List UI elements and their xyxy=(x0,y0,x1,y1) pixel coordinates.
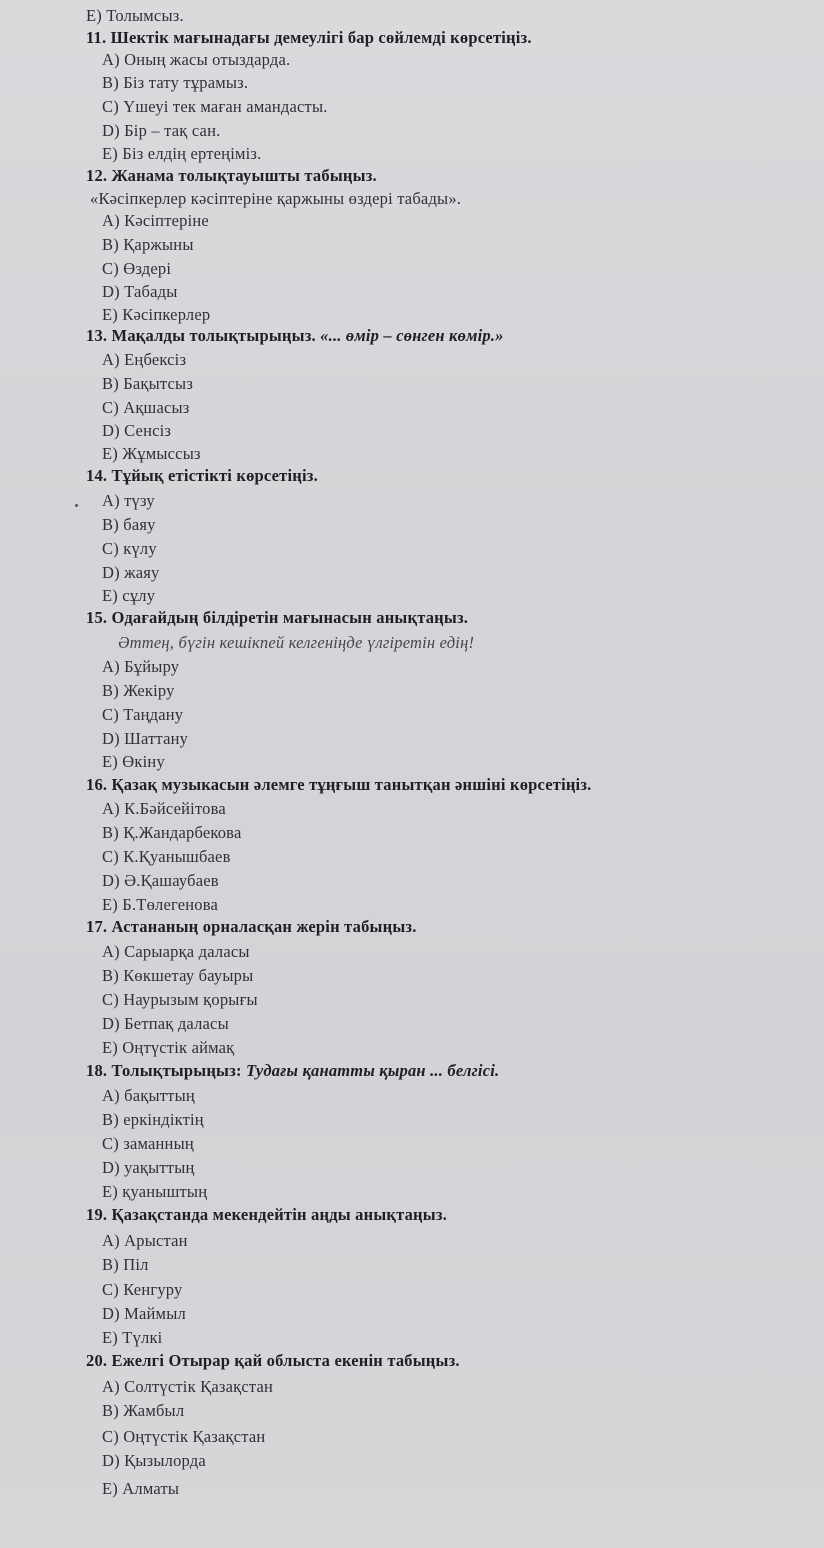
answer-option xyxy=(102,539,157,559)
line-text: D) Табады xyxy=(102,282,178,301)
answer-option xyxy=(102,1110,204,1130)
line-text: B) Бақытсыз xyxy=(102,374,194,393)
line-text: C) күлу xyxy=(102,539,157,558)
answer-option xyxy=(102,144,261,164)
answer-option xyxy=(102,97,328,117)
answer-option xyxy=(102,515,156,535)
answer-option xyxy=(102,1401,184,1421)
answer-option xyxy=(102,350,186,370)
question-example-sentence xyxy=(118,633,474,653)
line-text: B) Жамбыл xyxy=(102,1401,185,1420)
line-text: B) Біз тату тұрамыз. xyxy=(102,73,249,92)
question-quote xyxy=(90,189,461,209)
line-text: B) баяу xyxy=(102,515,156,534)
line-text: C) К.Қуанышбаев xyxy=(102,847,231,866)
line-text: A) Кәсіптеріне xyxy=(102,211,209,230)
line-text: B) Піл xyxy=(102,1255,149,1274)
line-text: B) Көкшетау бауыры xyxy=(102,966,254,985)
line-text: B) Қ.Жандарбекова xyxy=(102,823,242,842)
line-text: C) Үшеуі тек маған амандасты. xyxy=(102,97,328,116)
line-text: E) Жұмыссыз xyxy=(102,444,201,463)
line-text: 11. Шектік мағынадағы демеулігі бар сөйлемді көрсетіңіз. xyxy=(86,28,532,47)
line-text: C) Наурызым қорығы xyxy=(102,990,258,1009)
answer-option xyxy=(102,1086,195,1106)
line-text: D) Сенсіз xyxy=(102,421,172,440)
answer-option xyxy=(102,586,155,606)
line-text: 15. Одағайдың білдіретін мағынасын анықтаңыз. xyxy=(86,608,469,627)
line-text: D) Бір – тақ сан. xyxy=(102,121,221,140)
answer-option xyxy=(102,1377,273,1397)
line-text: D) Ә.Қашаубаев xyxy=(102,871,219,890)
answer-option xyxy=(102,1038,234,1058)
answer-option xyxy=(102,871,219,891)
answer-option xyxy=(102,398,190,418)
answer-option xyxy=(102,657,179,677)
answer-option xyxy=(102,823,241,843)
line-italic-tail: «... өмір – сөнген көмір.» xyxy=(315,326,504,345)
answer-option xyxy=(102,729,188,749)
line-text: A) бақыттың xyxy=(102,1086,195,1105)
answer-option xyxy=(102,1479,179,1499)
answer-option xyxy=(102,235,194,255)
answer-option xyxy=(102,421,171,441)
answer-option xyxy=(102,1328,162,1348)
line-text: 16. Қазақ музыкасын әлемге тұңғыш танытқан әншіні көрсетіңіз. xyxy=(86,775,592,794)
line-text: D) уақыттың xyxy=(102,1158,195,1177)
stray-mark xyxy=(75,504,78,507)
question-heading xyxy=(86,1351,460,1371)
line-text: A) Солтүстік Қазақстан xyxy=(102,1377,274,1396)
question-heading xyxy=(86,466,318,486)
answer-option xyxy=(102,50,290,70)
line-text: A) Еңбексіз xyxy=(102,350,187,369)
answer-option xyxy=(102,563,160,583)
answer-option xyxy=(102,847,231,867)
line-text: D) Бетпақ даласы xyxy=(102,1014,229,1033)
line-text: E) Түлкі xyxy=(102,1328,163,1347)
line-italic-tail: Тудағы қанатты қыран ... белгісі. xyxy=(241,1061,500,1080)
line-text: D) Маймыл xyxy=(102,1304,186,1323)
answer-option xyxy=(102,1182,207,1202)
line-text: C) Кенгуру xyxy=(102,1280,183,1299)
answer-option xyxy=(102,1427,265,1447)
line-text: E) қуаныштың xyxy=(102,1182,208,1201)
line-text: 12. Жанама толықтауышты табыңыз. xyxy=(86,166,377,185)
answer-option xyxy=(102,211,209,231)
answer-option xyxy=(102,1304,186,1324)
answer-option xyxy=(102,73,248,93)
line-text: 18. Толықтырыңыз: xyxy=(86,1061,242,1080)
question-heading xyxy=(86,326,504,346)
answer-option xyxy=(102,305,210,325)
answer-option xyxy=(102,374,193,394)
line-text: A) Оның жасы отыздарда. xyxy=(102,50,291,69)
question-heading xyxy=(86,917,417,937)
question-heading xyxy=(86,28,532,48)
answer-option xyxy=(102,1231,188,1251)
answer-option xyxy=(102,1158,195,1178)
question-heading xyxy=(86,608,468,628)
line-text: A) Сарыарқа даласы xyxy=(102,942,250,961)
line-text: A) Арыстан xyxy=(102,1231,188,1250)
line-text: C) заманның xyxy=(102,1134,194,1153)
line-text: D) жаяу xyxy=(102,563,160,582)
line-text: C) Ақшасыз xyxy=(102,398,190,417)
line-text: E) Өкіну xyxy=(102,752,165,771)
line-text: D) Шаттану xyxy=(102,729,189,748)
answer-option xyxy=(102,282,178,302)
question-heading xyxy=(86,1205,447,1225)
line-text: D) Қызылорда xyxy=(102,1451,206,1470)
question-heading xyxy=(86,1061,499,1081)
line-text: 17. Астананың орналасқан жерін табыңыз. xyxy=(86,917,417,936)
line-text: B) Қаржыны xyxy=(102,235,194,254)
line-text: 19. Қазақстанда мекендейтін аңды анықтаңыз. xyxy=(86,1205,448,1224)
answer-option xyxy=(102,259,171,279)
line-text: C) Өздері xyxy=(102,259,172,278)
line-text: A) К.Бәйсейітова xyxy=(102,799,226,818)
line-text: E) Біз елдің ертеңіміз. xyxy=(102,144,262,163)
answer-option xyxy=(102,1451,206,1471)
question-heading xyxy=(86,775,592,795)
line-text: E) Алматы xyxy=(102,1479,180,1498)
line-text: B) еркіндіктің xyxy=(102,1110,204,1129)
answer-option xyxy=(102,895,218,915)
answer-option xyxy=(102,1255,149,1275)
answer-option xyxy=(102,752,165,772)
answer-option xyxy=(86,6,184,26)
line-text: B) Жекіру xyxy=(102,681,175,700)
answer-option xyxy=(102,1280,182,1300)
answer-option xyxy=(102,1134,194,1154)
line-text: A) түзу xyxy=(102,491,155,510)
line-text: 14. Тұйық етістікті көрсетіңіз. xyxy=(86,466,318,485)
line-text: E) Толымсыз. xyxy=(86,6,184,25)
line-text: E) Оңтүстік аймақ xyxy=(102,1038,235,1057)
answer-option xyxy=(102,491,155,511)
answer-option xyxy=(102,990,258,1010)
answer-option xyxy=(102,121,220,141)
line-text: C) Оңтүстік Қазақстан xyxy=(102,1427,266,1446)
answer-option xyxy=(102,444,201,464)
answer-option xyxy=(102,966,253,986)
line-text: E) сұлу xyxy=(102,586,156,605)
line-text: 20. Ежелгі Отырар қай облыста екенін табыңыз. xyxy=(86,1351,460,1370)
line-text: C) Таңдану xyxy=(102,705,184,724)
line-text: «Кәсіпкерлер кәсіптеріне қаржыны өздері табады». xyxy=(90,189,462,208)
line-text: 13. Мақалды толықтырыңыз. xyxy=(86,326,316,345)
answer-option xyxy=(102,799,226,819)
line-text: E) Б.Төлегенова xyxy=(102,895,219,914)
line-text: A) Бұйыру xyxy=(102,657,180,676)
answer-option xyxy=(102,681,175,701)
question-heading xyxy=(86,166,377,186)
answer-option xyxy=(102,705,183,725)
line-text: E) Кәсіпкерлер xyxy=(102,305,211,324)
answer-option xyxy=(102,1014,229,1034)
line-text: Әттең, бүгін кешікпей келгеніңде үлгіретін едің! xyxy=(118,633,475,652)
answer-option xyxy=(102,942,250,962)
